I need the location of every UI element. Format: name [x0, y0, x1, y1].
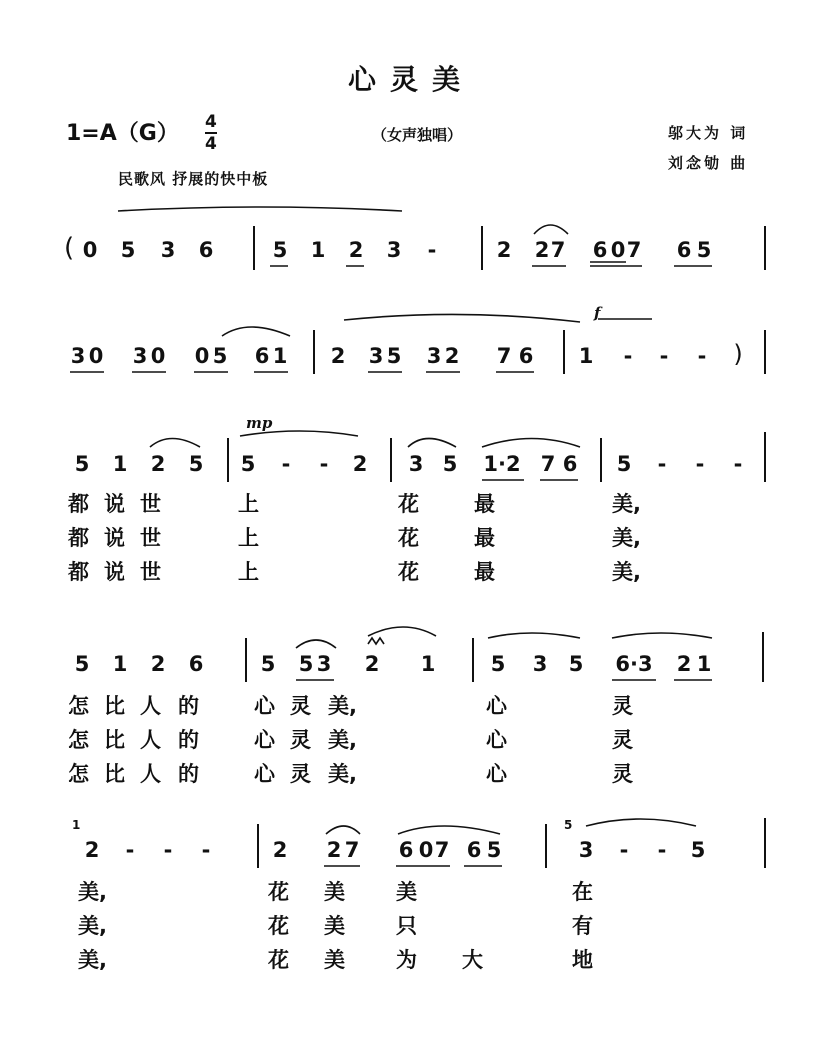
note: 0: [82, 238, 98, 262]
slur: [586, 819, 696, 826]
note: 1: [578, 344, 594, 368]
lyric-word: 美,: [328, 762, 357, 786]
note: 6: [198, 238, 214, 262]
slur: [488, 633, 580, 638]
note: 3: [160, 238, 176, 262]
note: 1: [696, 652, 712, 676]
lyric-word: 有: [572, 914, 593, 938]
note: 5: [696, 238, 712, 262]
note: 2: [444, 344, 460, 368]
note: 6: [676, 238, 692, 262]
grace-note: 5: [564, 818, 573, 832]
note: -: [733, 452, 743, 476]
lyric-word: 美: [324, 880, 345, 904]
lyric-word: 最: [474, 560, 495, 584]
note: 2: [676, 652, 692, 676]
note: 1: [112, 652, 128, 676]
lyric-word: 心: [486, 694, 507, 718]
lyric-word: 花: [398, 492, 419, 516]
note: 3: [578, 838, 594, 862]
note: 2: [534, 238, 550, 262]
note: 7: [496, 344, 512, 368]
lyric-word: 灵: [612, 694, 633, 718]
note: 7: [550, 238, 566, 262]
note: 3: [368, 344, 384, 368]
note: 5: [298, 652, 314, 676]
lyric-word: 在: [572, 880, 593, 904]
lyric-word: 美,: [612, 560, 641, 584]
lyric-word: 世: [140, 492, 161, 516]
lyric-word: 花: [398, 560, 419, 584]
lyric-word: 花: [268, 948, 289, 972]
lyric-word: 地: [572, 948, 593, 972]
lyric-word: 上: [238, 526, 259, 550]
slur: [118, 207, 402, 211]
note: -: [281, 452, 291, 476]
note: 0: [150, 344, 166, 368]
note: 5: [272, 238, 288, 262]
lyric-word: 美: [396, 880, 417, 904]
note: 1·2: [483, 452, 521, 476]
lyric-word: 人: [140, 728, 161, 752]
note: 5: [240, 452, 256, 476]
slur: [240, 431, 358, 436]
note: 6: [592, 238, 608, 262]
note: 5: [690, 838, 706, 862]
lyric-word: 美: [324, 914, 345, 938]
note: -: [619, 838, 629, 862]
note: 2: [496, 238, 512, 262]
lyric-word: 怎: [68, 694, 89, 718]
note: -: [697, 344, 707, 368]
lyric-word: 心: [254, 694, 275, 718]
composer-credit: 刘念劬 曲: [668, 154, 749, 172]
note: -: [657, 838, 667, 862]
lyric-word: 都: [68, 492, 89, 516]
lyric-word: 上: [238, 492, 259, 516]
lyric-word: 人: [140, 694, 161, 718]
lyric-word: 都: [68, 560, 89, 584]
slur: [296, 640, 336, 648]
lyric-word: 说: [104, 560, 125, 584]
note: 6: [254, 344, 270, 368]
lyric-word: 世: [140, 526, 161, 550]
note: 5: [74, 452, 90, 476]
note: 5: [260, 652, 276, 676]
note: 1: [272, 344, 288, 368]
note: 7: [344, 838, 360, 862]
lyric-word: 灵: [290, 694, 311, 718]
lyric-word: 最: [474, 526, 495, 550]
lyric-word: 最: [474, 492, 495, 516]
note: -: [659, 344, 669, 368]
slur: [222, 327, 290, 336]
tempo-marking: 民歌风 抒展的快中板: [118, 170, 269, 188]
note: 2: [150, 652, 166, 676]
note: 6: [188, 652, 204, 676]
lyric-word: 美,: [328, 694, 357, 718]
note: -: [623, 344, 633, 368]
lyric-word: 灵: [612, 728, 633, 752]
note: 6: [562, 452, 578, 476]
page-title: 心灵美: [348, 63, 475, 96]
lyric-word: 比: [104, 728, 125, 752]
note: 5: [442, 452, 458, 476]
slur: [398, 826, 500, 834]
note: 2: [352, 452, 368, 476]
note: 5: [120, 238, 136, 262]
lyric-word: 人: [140, 762, 161, 786]
note: 5: [386, 344, 402, 368]
note: 3: [70, 344, 86, 368]
lyric-word: 的: [178, 694, 199, 718]
lyric-word: 说: [104, 492, 125, 516]
lyric-word: 花: [268, 880, 289, 904]
note: 2: [84, 838, 100, 862]
dynamic-forte: f: [594, 304, 601, 322]
lyric-word: 世: [140, 560, 161, 584]
dynamic-mezzo-piano: mp: [246, 414, 273, 432]
note: 2: [272, 838, 288, 862]
note: 6: [518, 344, 534, 368]
slur: [150, 439, 200, 448]
note: 1: [420, 652, 436, 676]
slur: [368, 627, 436, 636]
note: 7: [626, 238, 642, 262]
note: 5: [616, 452, 632, 476]
note: 3: [408, 452, 424, 476]
slur: [408, 439, 456, 448]
note: 1: [310, 238, 326, 262]
note: 7: [540, 452, 556, 476]
lyric-word: 美,: [612, 492, 641, 516]
note: 2: [150, 452, 166, 476]
voice-type: （女声独唱）: [372, 126, 463, 144]
note: 3: [386, 238, 402, 262]
lyric-word: 比: [104, 694, 125, 718]
lyric-word: 美: [324, 948, 345, 972]
note: 5: [490, 652, 506, 676]
grace-note: 1: [72, 818, 81, 832]
note: -: [125, 838, 135, 862]
note: (: [64, 233, 75, 263]
lyric-word: 比: [104, 762, 125, 786]
note: ): [733, 340, 743, 368]
slur: [482, 439, 580, 448]
note: 5: [568, 652, 584, 676]
lyric-word: 心: [486, 728, 507, 752]
lyric-word: 美,: [328, 728, 357, 752]
lyric-word: 心: [254, 728, 275, 752]
note: 5: [74, 652, 90, 676]
lyric-word: 美,: [612, 526, 641, 550]
ornament-mordent: [368, 638, 384, 644]
lyric-word: 怎: [68, 728, 89, 752]
slur: [326, 826, 360, 834]
lyric-word: 美,: [78, 880, 107, 904]
note: 6: [398, 838, 414, 862]
lyric-word: 花: [398, 526, 419, 550]
lyric-word: 怎: [68, 762, 89, 786]
slur: [344, 314, 580, 322]
lyric-word: 美,: [78, 914, 107, 938]
note: 3: [532, 652, 548, 676]
note: 6: [466, 838, 482, 862]
note: -: [201, 838, 211, 862]
slur: [534, 225, 568, 234]
note: 2: [326, 838, 342, 862]
note: 0: [418, 838, 434, 862]
note: 3: [316, 652, 332, 676]
lyric-word: 上: [238, 560, 259, 584]
lyric-word: 花: [268, 914, 289, 938]
lyric-word: 只: [396, 914, 417, 938]
note: -: [319, 452, 329, 476]
time-signature-bottom: 4: [205, 134, 217, 154]
lyric-word: 灵: [612, 762, 633, 786]
lyric-word: 灵: [290, 762, 311, 786]
note: -: [427, 238, 437, 262]
slur: [612, 633, 712, 638]
key-signature: 1=A（G）: [66, 121, 179, 146]
note: 5: [188, 452, 204, 476]
note: 2: [330, 344, 346, 368]
note: 3: [132, 344, 148, 368]
note: 0: [194, 344, 210, 368]
lyric-word: 大: [462, 948, 483, 972]
lyric-word: 为: [396, 948, 417, 972]
lyric-word: 心: [486, 762, 507, 786]
lyric-word: 心: [254, 762, 275, 786]
note: 7: [434, 838, 450, 862]
note: 5: [486, 838, 502, 862]
lyric-word: 说: [104, 526, 125, 550]
note: 1: [112, 452, 128, 476]
note: -: [163, 838, 173, 862]
note: 6·3: [615, 652, 653, 676]
note: -: [657, 452, 667, 476]
lyric-word: 的: [178, 728, 199, 752]
note: 2: [364, 652, 380, 676]
time-signature-top: 4: [205, 112, 217, 132]
lyricist-credit: 邬大为 词: [668, 124, 749, 142]
note: 0: [610, 238, 626, 262]
note: 2: [348, 238, 364, 262]
note: -: [695, 452, 705, 476]
lyric-word: 灵: [290, 728, 311, 752]
note: 5: [212, 344, 228, 368]
note: 0: [88, 344, 104, 368]
note: 3: [426, 344, 442, 368]
lyric-word: 的: [178, 762, 199, 786]
lyric-word: 美,: [78, 948, 107, 972]
lyric-word: 都: [68, 526, 89, 550]
